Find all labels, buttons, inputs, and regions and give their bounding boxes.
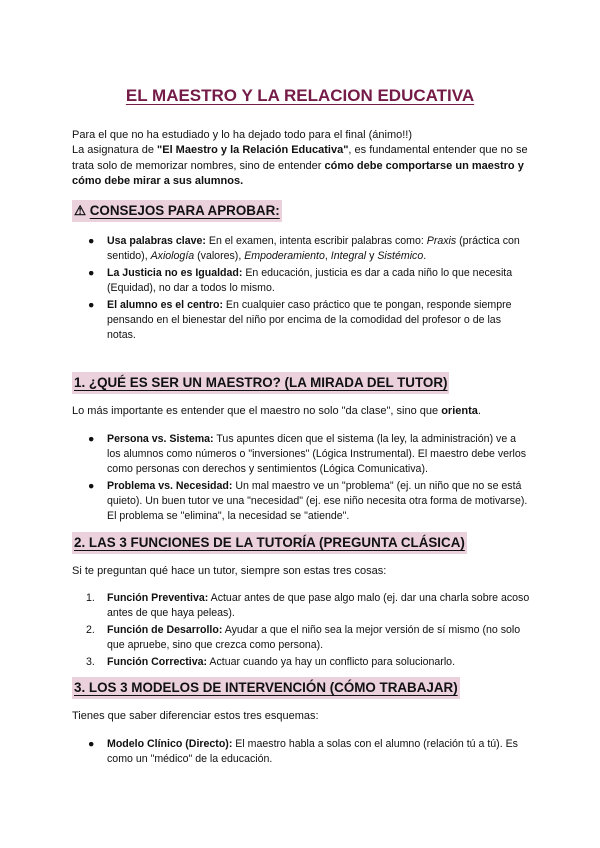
- list-item: ● Usa palabras clave: En el examen, intenta escribir palabras como: Praxis (práctica con sentido), Axiología (valores), Empoderamiento, Integral y Sistémico.: [88, 235, 520, 262]
- warning-icon: ⚠: [74, 203, 87, 218]
- section-2-intro: Si te preguntan qué hace un tutor, siempre son estas tres cosas:: [72, 565, 387, 577]
- intro-line-1: Para el que no ha estudiado y lo ha dejado todo para el final (ánimo!!): [72, 129, 413, 141]
- bullet-icon: ●: [88, 299, 95, 311]
- section-1-intro: Lo más importante es entender que el maestro no solo "da clase", sino que orienta.: [72, 405, 481, 417]
- consejos-list: [72, 234, 532, 345]
- bullet-icon: ●: [88, 738, 95, 750]
- document-title-wrap: [0, 86, 600, 106]
- list-item: ● El alumno es el centro: En cualquier caso práctico que te pongan, responde siempre pensando en el bienestar del niño por encima de la comodidad del profesor o de las notas.: [88, 299, 512, 341]
- list-item: ● Persona vs. Sistema: Tus apuntes dicen que el sistema (la ley, la administración) ve a los alumnos como números o "inversiones" (Lógica Instrumental). El maestro debe verlos como personas con derechos y sentimientos (Lógica Comunicativa).: [88, 433, 527, 475]
- section-3-heading: 3. LOS 3 MODELOS DE INTERVENCIÓN (CÓMO TRABAJAR): [72, 677, 460, 699]
- document-title: EL MAESTRO Y LA RELACION EDUCATIVA: [125, 86, 475, 105]
- bullet-icon: ●: [88, 235, 95, 247]
- intro-paragraph: La asignatura de "El Maestro y la Relación Educativa", es fundamental entender que no se trata solo de memorizar nombres, sino de entender cómo debe comportarse un maestro y cómo debe mirar a sus alumnos.: [72, 144, 528, 187]
- section-1-heading: 1. ¿QUÉ ES SER UN MAESTRO? (LA MIRADA DEL TUTOR): [72, 372, 449, 394]
- bullet-icon: ●: [88, 433, 95, 445]
- list-number: 1.: [86, 592, 95, 604]
- bullet-icon: ●: [88, 267, 95, 279]
- list-item: 1. Función Preventiva: Actuar antes de que pase algo malo (ej. dar una charla sobre acoso antes de que haya peleas).: [86, 592, 530, 619]
- list-item: 3. Función Correctiva: Actuar cuando ya hay un conflicto para solucionarlo.: [86, 656, 456, 668]
- list-item: ● Modelo Clínico (Directo): El maestro habla a solas con el alumno (relación tú a tú). Es como un "médico" de la educación.: [88, 738, 518, 765]
- section-3-intro: Tienes que saber diferenciar estos tres esquemas:: [72, 710, 319, 722]
- section-2-heading: 2. LAS 3 FUNCIONES DE LA TUTORÍA (PREGUNTA CLÁSICA): [72, 532, 467, 554]
- list-item: ● Problema vs. Necesidad: Un mal maestro ve un "problema" (ej. un niño que no se está quieto). Un buen tutor ve una "necesidad" (ej. ese niño necesita otra forma de motivarse). El problema se "elimina", la necesidad se "atiende".: [88, 480, 528, 522]
- list-number: 3.: [86, 656, 95, 668]
- bullet-icon: ●: [88, 480, 95, 492]
- list-number: 2.: [86, 624, 95, 636]
- list-item: 2. Función de Desarrollo: Ayudar a que el niño sea la mejor versión de sí mismo (no solo que apruebe, sino que crezca como persona).: [86, 624, 521, 651]
- consejos-heading: ⚠ CONSEJOS PARA APROBAR:: [72, 200, 282, 222]
- section-1-list: [72, 432, 532, 526]
- section-3-list: [72, 737, 532, 769]
- list-item: ● La Justicia no es Igualdad: En educación, justicia es dar a cada niño lo que necesita (Equidad), no dar a todos lo mismo.: [88, 267, 513, 294]
- section-2-list: [72, 591, 532, 672]
